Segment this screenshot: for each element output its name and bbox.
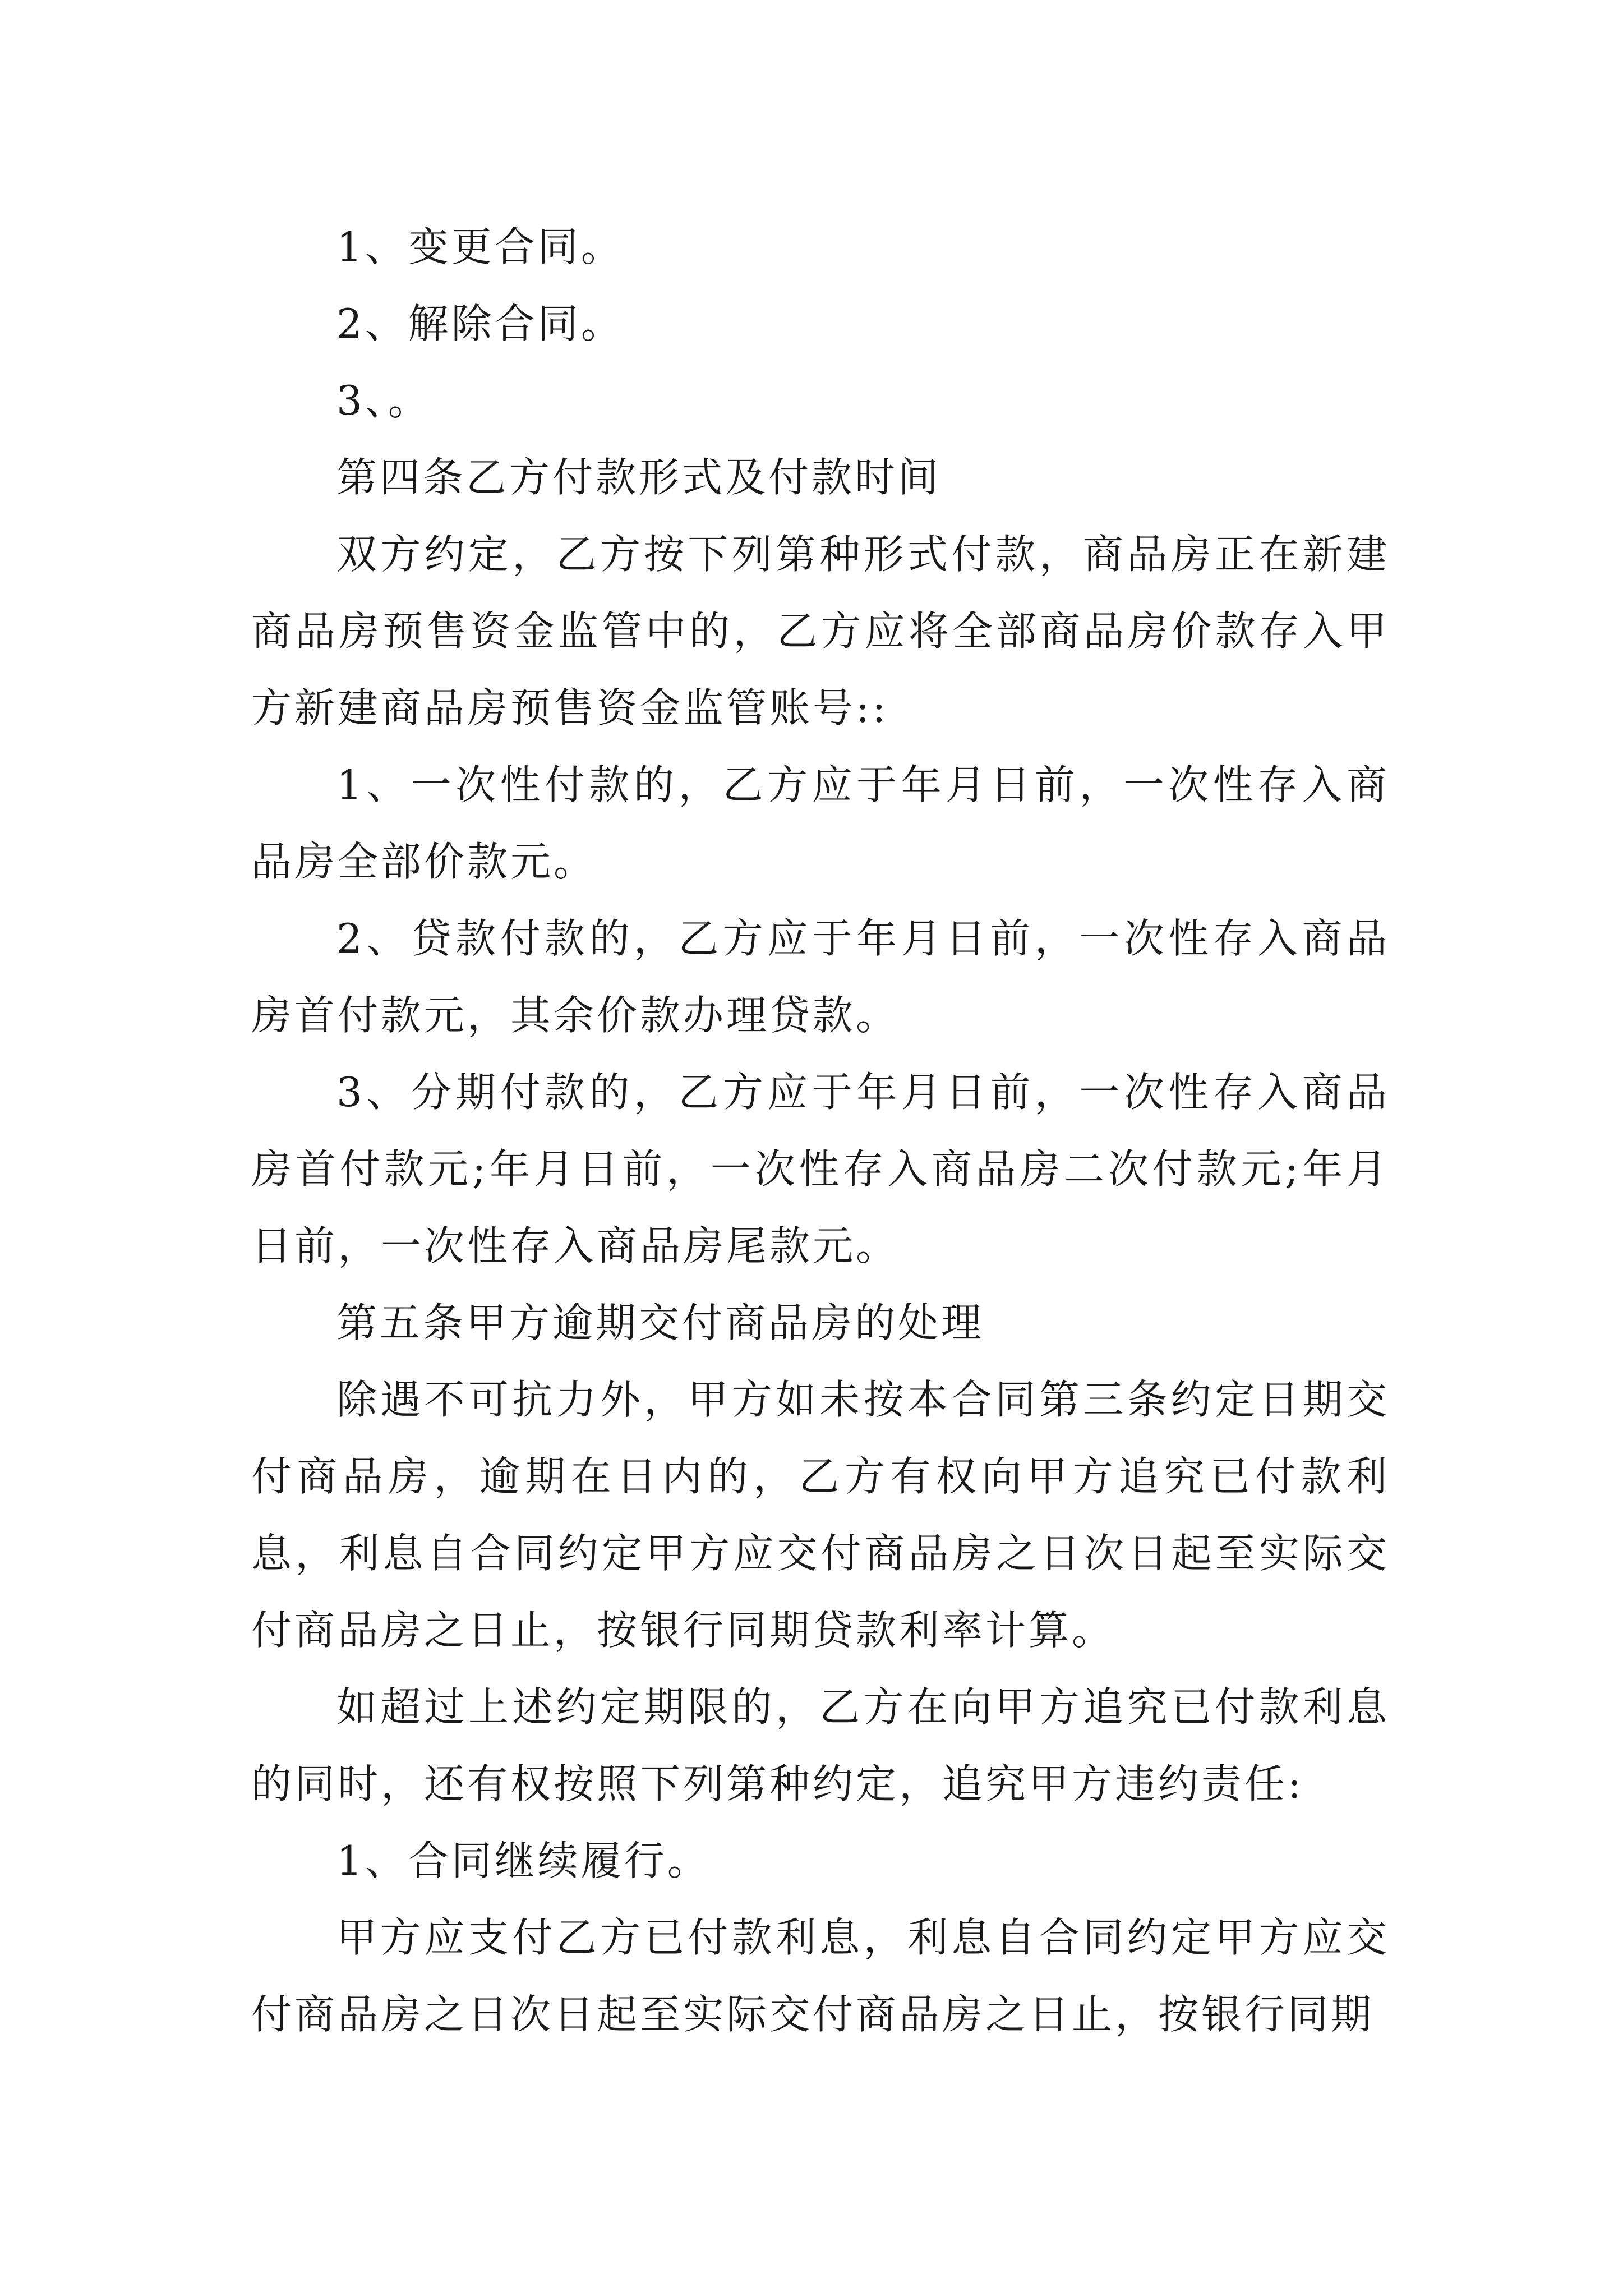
paragraph-terminate-contract: 2、解除合同。	[336, 300, 624, 347]
paragraph-continue-performance: 1、合同继续履行。	[336, 1837, 711, 1884]
document-body	[251, 209, 1390, 2053]
paragraph-exceeding-period: 如超过上述约定期限的，乙方在向甲方追究已付款利息的同时，还有权按照下列第种约定，追究甲方违约责任:	[251, 1683, 1390, 1807]
paragraph-item-3: 3、。	[336, 377, 431, 424]
paragraph-loan-payment: 2、贷款付款的，乙方应于年月日前，一次性存入商品房首付款元，其余价款办理贷款。	[251, 915, 1390, 1039]
article-5-heading: 第五条甲方逾期交付商品房的处理	[336, 1299, 985, 1346]
paragraph-overdue-delivery: 除遇不可抗力外，甲方如未按本合同第三条约定日期交付商品房，逾期在日内的，乙方有权向甲方追究已付款利息，利息自合同约定甲方应交付商品房之日次日起至实际交付商品房之日止，按银行同期贷款利率计算。	[251, 1376, 1390, 1654]
paragraph-lump-sum-payment: 1、一次性付款的，乙方应于年月日前，一次性存入商品房全部价款元。	[251, 761, 1390, 885]
article-4-heading: 第四条乙方付款形式及付款时间	[336, 454, 942, 501]
paragraph-change-contract: 1、变更合同。	[336, 223, 624, 270]
paragraph-installment-payment: 3、分期付款的，乙方应于年月日前，一次性存入商品房首付款元;年月日前，一次性存入商品房二次付款元;年月日前，一次性存入商品房尾款元。	[251, 1069, 1390, 1269]
paragraph-payment-agreement: 双方约定，乙方按下列第种形式付款，商品房正在新建商品房预售资金监管中的，乙方应将全部商品房价款存入甲方新建商品房预售资金监管账号::	[251, 531, 1390, 731]
paragraph-interest-payment: 甲方应支付乙方已付款利息，利息自合同约定甲方应交付商品房之日次日起至实际交付商品房之日止，按银行同期	[251, 1914, 1390, 2038]
